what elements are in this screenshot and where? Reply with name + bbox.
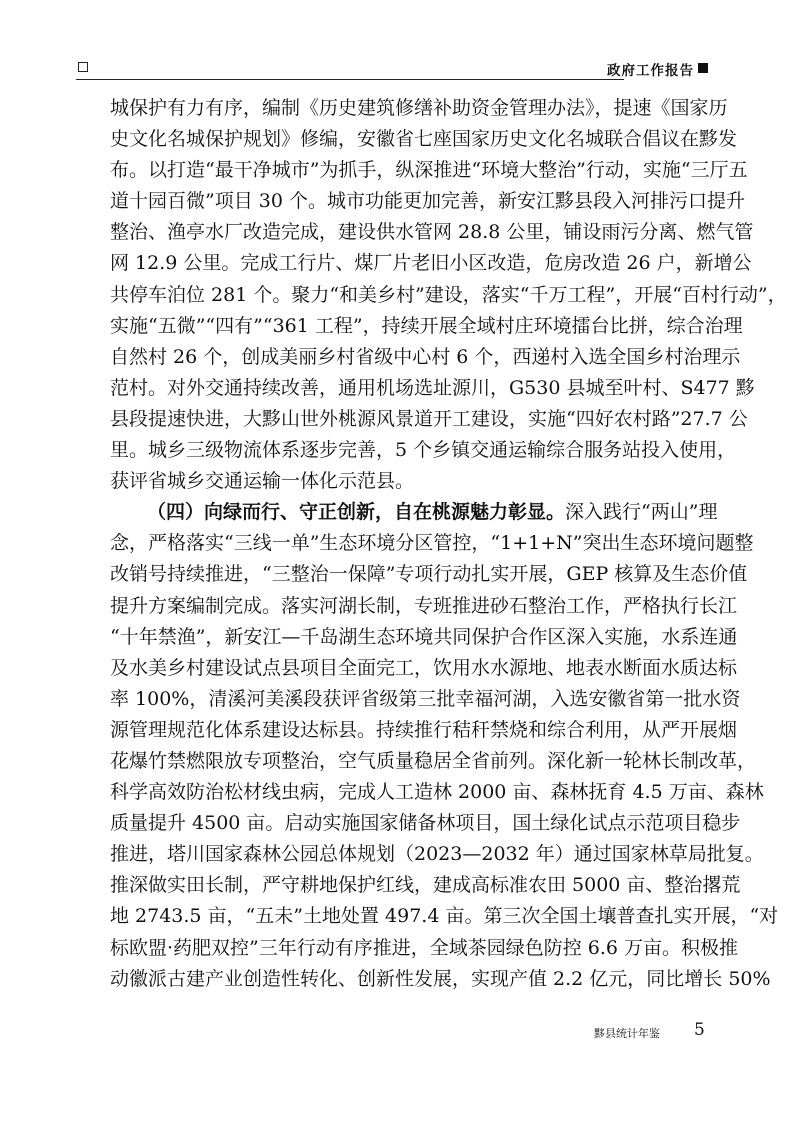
- text-line: “十年禁渔”，新安江—千岛湖生态环境共同保护合作区深入实施，水系连通: [110, 625, 738, 648]
- text-line: 地 2743.5 亩，“五未”土地处置 497.4 亩。第三次全国土壤普查扎实开展，“对: [110, 905, 779, 928]
- text-line: 网 12.9 公里。完成工行片、煤厂片老旧小区改造，危房改造 26 户，新增公: [110, 252, 752, 275]
- text-line: 城保护有力有序，编制《历史建筑修缮补助资金管理办法》，提速《国家历: [110, 97, 728, 119]
- section-heading: （四）向绿而行、守正创新，自在桃源魅力彰显。: [147, 501, 566, 524]
- body-text: [110, 93, 787, 995]
- text-line: 提升方案编制完成。落实河湖长制，专班推进砂石整治工作，严格执行长江: [110, 594, 738, 617]
- text-line: 共停车泊位 281 个。聚力“和美乡村”建设，落实“千万工程”，开展“百村行动”，: [110, 283, 787, 306]
- paragraph-2: [110, 497, 779, 995]
- text-line: 获评省城乡交通运输一体化示范县。: [110, 470, 415, 493]
- text-line: 质量提升 4500 亩。启动实施国家储备林项目，国土绿化试点示范项目稳步: [110, 812, 741, 835]
- text-line: 实施“五微”“四有”“361 工程”，持续开展全域村庄环境擂台比拼，综合治理: [110, 314, 743, 337]
- text-line: 率 100%，清溪河美溪段获评省级第三批幸福河湖，入选安徽省第一批水资: [110, 687, 741, 710]
- page-header: [76, 58, 708, 80]
- text-line: 念，严格落实“三线一单”生态环境分区管控，“1+1+N”突出生态环境问题整: [110, 532, 754, 555]
- text-line: 花爆竹禁燃限放专项整治，空气质量稳居全省前列。深化新一轮林长制改革，: [110, 749, 757, 772]
- text-line: 推深做实田长制，严守耕地保护红线，建成高标准农田 5000 亩、整治撂荒: [110, 874, 741, 897]
- paragraph-1: [110, 93, 787, 497]
- text-line: 动徽派古建产业创造性转化、创新性发展，实现产值 2.2 亿元，同比增长 50%: [110, 967, 771, 990]
- text-line: 源管理规范化体系建设达标县。持续推行秸秆禁烧和综合利用，从严开展烟: [110, 718, 738, 741]
- text-line: 整治、渔亭水厂改造完成，建设供水管网 28.8 公里，铺设雨污分离、燃气管: [110, 221, 754, 244]
- text-line: 科学高效防治松材线虫病，完成人工造林 2000 亩、森林抚育 4.5 万亩、森林: [110, 781, 764, 804]
- text-span: 深入践行“两山”理: [565, 501, 718, 524]
- text-line: 自然村 26 个，创成美丽乡村省级中心村 6 个，西递村入选全国乡村治理示: [110, 345, 741, 368]
- text-line: 道十园百微”项目 30 个。城市功能更加完善，新安江黟县段入河排污口提升: [110, 190, 745, 213]
- header-square-icon: [698, 63, 708, 73]
- text-line: 布。以打造“最干净城市”为抓手，纵深推进“环境大整治”行动，实施“三厅五: [110, 159, 748, 182]
- text-line: 里。城乡三级物流体系逐步完善，5 个乡镇交通运输综合服务站投入使用，: [110, 439, 737, 462]
- text-line: 史文化名城保护规划》修编，安徽省七座国家历史文化名城联合倡议在黟发: [110, 128, 738, 151]
- text-line: 推进，塔川国家森林公园总体规划（2023—2032 年）通过国家林草局批复。: [110, 843, 764, 866]
- text-line: 标欧盟·药肥双控”三年行动有序推进，全域茶园绿色防控 6.6 万亩。积极推: [110, 936, 739, 959]
- text-line: 县段提速快进，大黟山世外桃源风景道开工建设，实施“四好农村路”27.7 公: [110, 407, 748, 430]
- footer-source: 黟县统计年鉴: [594, 1027, 660, 1040]
- text-line: 范村。对外交通持续改善，通用机场选址源川，G530 县城至叶村、S477 黟: [110, 376, 755, 399]
- text-line: 改销号持续推进，“三整治一保障”专项行动扎实开展，GEP 核算及生态价值: [110, 563, 748, 586]
- header-title: 政府工作报告: [607, 63, 694, 79]
- paragraph-2-first-line: [110, 497, 718, 528]
- header-rule: [76, 79, 624, 80]
- header-box-icon: [78, 62, 88, 72]
- text-line: 及水美乡村建设试点县项目全面完工，饮用水水源地、地表水断面水质达标: [110, 656, 738, 679]
- page-number: 5: [694, 1020, 705, 1040]
